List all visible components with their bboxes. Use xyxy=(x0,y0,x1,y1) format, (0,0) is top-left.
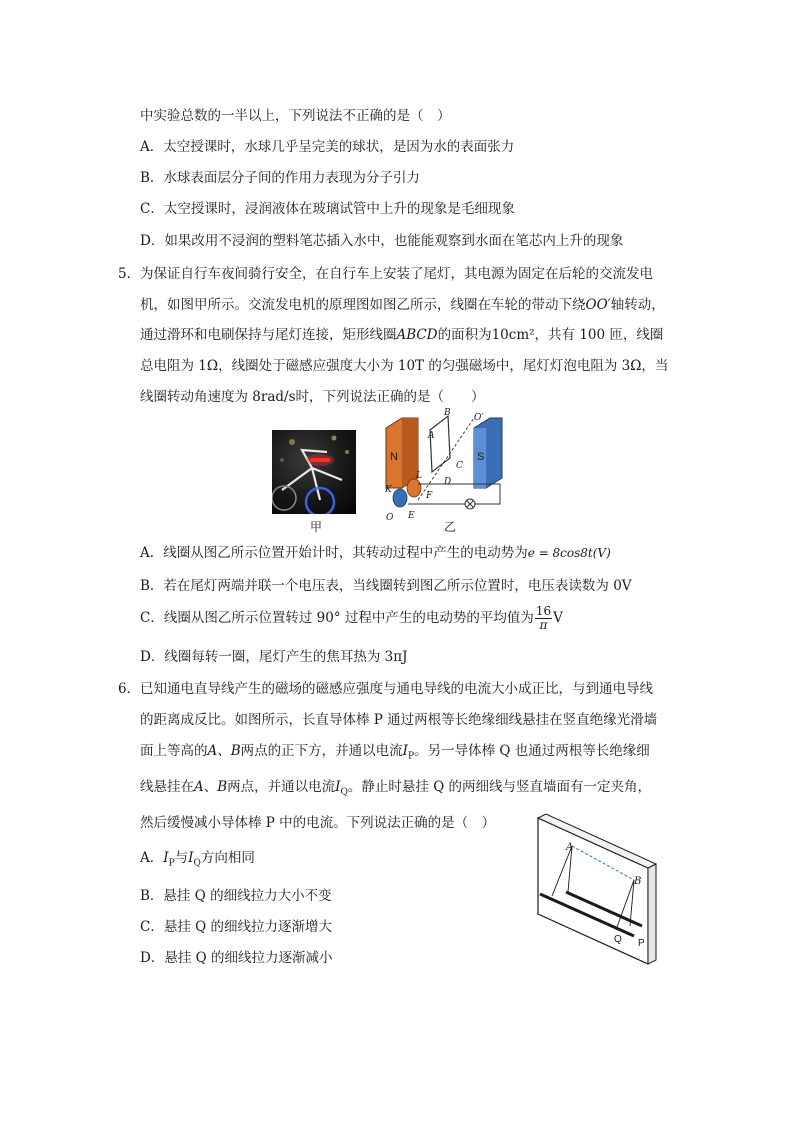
label-e: E xyxy=(408,511,415,521)
q6-option-d: D．悬挂 Q 的细线拉力逐渐减小 xyxy=(140,950,333,966)
q6-line-4: 线悬挂在A、B两点，并通以电流$I_Q$。静止时悬挂 Q 的两细线与竖直墙面有一定夹角， xyxy=(140,779,652,798)
q5-option-c: C．线圈从图乙所示位置转过 90° 过程中产生的电动势的平均值为 $\frac{16}{\pi}$ V xyxy=(140,604,563,632)
figure-yi-caption: 乙 xyxy=(444,520,457,534)
q5-line-3: 通过滑环和电刷保持与尾灯连接，矩形线圈ABCD的面积为10cm²，共有 100 匝，线圈 xyxy=(140,327,664,343)
q5-option-d: D．线圈每转一圈，尾灯产生的焦耳热为 3πJ xyxy=(140,649,408,665)
label-s: S xyxy=(477,451,485,463)
label-n: N xyxy=(390,451,398,463)
label-q-rod: Q xyxy=(614,934,622,945)
q6-option-b: B．悬挂 Q 的细线拉力大小不变 xyxy=(140,888,332,904)
label-p-rod: P xyxy=(638,938,645,949)
label-c: C xyxy=(456,461,463,471)
q6-number: 6． xyxy=(118,681,141,697)
q4-option-b: B．水球表面层分子间的作用力表现为分子引力 xyxy=(140,170,420,186)
generator-diagram xyxy=(378,408,510,526)
figure-jia-caption: 甲 xyxy=(310,520,323,534)
q6-line-3: 面上等高的A、B两点的正下方，并通以电流$I_P$。另一导体棒 Q 也通过两根等长绝缘细 xyxy=(140,743,650,762)
label-b: B xyxy=(444,408,451,418)
q5-number: 5． xyxy=(118,266,141,282)
label-a: A xyxy=(428,431,435,441)
axis-oo xyxy=(418,418,474,500)
q6-line-1: 已知通电直导线产生的磁场的磁感应强度与通电导线的电流大小成正比，与到通电导线 xyxy=(140,681,653,697)
q5-line-4: 总电阻为 1Ω，线圈处于磁感应强度大小为 10T 的匀强磁场中，尾灯灯泡电阻为 3Ω，当 xyxy=(140,358,669,374)
q4-stem-tail: 中实验总数的一半以上，下列说法不正确的是（ ） xyxy=(140,108,451,124)
fraction-16-pi: $\frac{16}{\pi}$ xyxy=(535,604,552,632)
q5-option-a: A．线圈从图乙所示位置开始计时，其转动过程中产生的电动势为e = 8cos8t(V) xyxy=(140,545,611,561)
q6-line-5: 然后缓慢减小导体棒 P 中的电流。下列说法正确的是（ ） xyxy=(140,815,496,831)
label-o-prime: O′ xyxy=(474,413,484,423)
wall-rods-diagram xyxy=(530,812,666,968)
q4-option-c: C．太空授课时，浸润液体在玻璃试管中上升的现象是毛细现象 xyxy=(140,201,515,217)
bike-photo xyxy=(272,430,356,514)
wall-side xyxy=(648,864,656,964)
q6-line-2: 的距离成反比。如图所示，长直导体棒 P 通过两根等长绝缘细线悬挂在竖直绝缘光滑墙 xyxy=(140,712,658,728)
q6-option-c: C．悬挂 Q 的细线拉力逐渐增大 xyxy=(140,919,332,935)
q6-option-a: A．$I_P$与$I_Q$方向相同 xyxy=(140,850,255,869)
label-a-point: A xyxy=(566,842,574,853)
slip-ring-2 xyxy=(393,489,407,507)
label-l: L xyxy=(416,471,422,481)
coil-abcd xyxy=(430,416,450,472)
q5-line-1: 为保证自行车夜间骑行安全，在自行车上安装了尾灯，其电源为固定在后轮的交流发电 xyxy=(140,266,653,282)
q5-line-5: 线圈转动角速度为 8rad/s时，下列说法正确的是（ ） xyxy=(140,389,485,405)
q5-option-b: B．若在尾灯两端并联一个电压表，当线圈转到图乙所示位置时，电压表读数为 0V xyxy=(140,578,632,594)
q4-option-d: D．如果改用不浸润的塑料笔芯插入水中，也能能观察到水面在笔芯内上升的现象 xyxy=(140,233,624,249)
label-o: O xyxy=(386,513,394,523)
label-k: K xyxy=(385,485,392,495)
label-d: D xyxy=(444,477,452,487)
label-b-point: B xyxy=(634,876,642,887)
label-f: F xyxy=(426,491,433,501)
q5-line-2: 机，如图甲所示。交流发电机的原理图如图乙所示，线圈在车轮的带动下绕OO′轴转动， xyxy=(140,297,665,313)
q4-option-a: A．太空授课时，水球几乎呈完美的球状，是因为水的表面张力 xyxy=(140,139,515,155)
slip-ring-1 xyxy=(407,479,421,497)
